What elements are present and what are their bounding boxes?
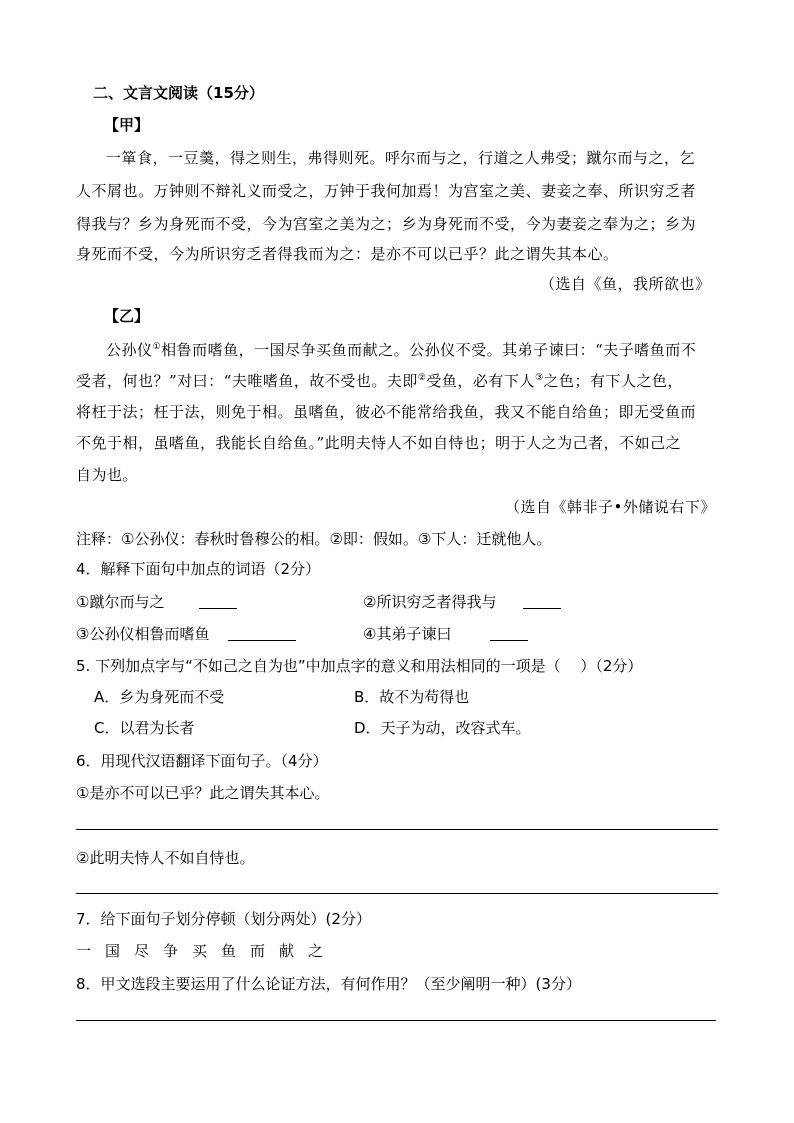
annotation-notes: 注释：①公孙仪：春秋时鲁穆公的相。②即：假如。③下人：迁就他人。 — [76, 530, 552, 548]
answer-line[interactable] — [76, 1020, 716, 1021]
text-span: 受鱼，必有下人 — [426, 372, 535, 390]
question-5-title: 5. 下列加点字与“不如己之自为也”中加点字的意义和用法相同的一项是（ ）（2分） — [76, 657, 643, 675]
passage-yi-line: 不免于相，虽嗜鱼，我能长自给鱼。”此明夫恃人不如自恃也；明于人之为己者，不如己之 — [76, 434, 682, 452]
question-4-item-text: ③公孙仪相鲁而嗜鱼 — [76, 625, 210, 643]
question-4-item-text: ①蹴尔而与之 — [76, 593, 165, 611]
answer-blank[interactable] — [490, 626, 528, 641]
passage-jia-line: 得我与？乡为身死而不受，今为宫室之美为之；乡为身死而不受，今为妻妾之奉为之；乡为 — [76, 215, 697, 233]
passage-jia-line: 人不屑也。万钟则不辩礼义而受之，万钟于我何加焉！为宫室之美、妻妾之奉、所识穷乏者 — [76, 182, 697, 200]
passage-yi-line — [106, 339, 696, 360]
answer-blank[interactable] — [228, 626, 296, 641]
answer-line[interactable] — [76, 829, 718, 830]
question-4-item-text: ④其弟子谏曰 — [363, 625, 452, 643]
question-6-title: 6．用现代汉语翻译下面句子。（4分） — [76, 752, 328, 770]
question-6-item: ②此明夫恃人不如自恃也。 — [76, 849, 255, 867]
question-4-item — [363, 591, 561, 612]
passage-jia-source: （选自《鱼，我所欲也》 — [540, 275, 711, 293]
passage-jia-label: 【甲】 — [104, 116, 150, 134]
question-5-option-a[interactable]: A．乡为身死而不受 — [94, 688, 225, 706]
text-span: 之色；有下人之色， — [543, 372, 684, 390]
question-7-title: 7．给下面句子划分停顿（划分两处）(2分） — [76, 910, 371, 928]
answer-blank[interactable] — [523, 594, 561, 609]
question-4-item — [363, 623, 528, 644]
question-5-option-d[interactable]: D．天子为动，改容式车。 — [354, 719, 531, 737]
question-6-item: ①是亦不可以已乎？此之谓失其本心。 — [76, 784, 330, 802]
question-8-title: 8．甲文选段主要运用了什么论证方法，有何作用？（至少阐明一种）(3分） — [76, 975, 581, 993]
passage-yi-label: 【乙】 — [104, 307, 150, 325]
question-4-title: 4．解释下面句中加点的词语（2分） — [76, 560, 321, 578]
answer-line[interactable] — [76, 893, 718, 894]
question-5-option-c[interactable]: C．以君为长者 — [94, 719, 195, 737]
passage-yi-line — [76, 370, 683, 391]
question-4-item — [76, 623, 296, 644]
text-span: 公孙仪 — [106, 341, 153, 359]
passage-yi-source: （选自《韩非子•外储说右下》 — [505, 498, 716, 516]
question-4-item — [76, 591, 237, 612]
passage-yi-line: 将枉于法；枉于法，则免于相。虽嗜鱼，彼必不能常给我鱼，我又不能自给鱼；即无受鱼而 — [76, 403, 697, 421]
passage-yi-line: 自为也。 — [76, 466, 139, 484]
note-marker: ③ — [534, 373, 544, 383]
text-span: 受者，何也？”对曰：“夫唯嗜鱼，故不受也。夫即 — [76, 372, 418, 390]
section-title: 二、文言文阅读（15分） — [93, 84, 264, 102]
note-marker: ① — [152, 342, 162, 352]
passage-jia-line: 一箪食，一豆羹，得之则生，弗得则死。呼尔而与之，行道之人弗受；蹴尔而与之，乞 — [106, 149, 696, 167]
note-marker: ② — [417, 373, 427, 383]
passage-jia-line: 身死而不受，今为所识穷乏者得我而为之：是亦不可以已乎？此之谓失其本心。 — [76, 245, 619, 263]
answer-blank[interactable] — [199, 594, 237, 609]
text-span: 相鲁而嗜鱼，一国尽争买鱼而献之。公孙仪不受。其弟子谏曰：“夫子嗜鱼而不 — [161, 341, 697, 359]
question-7-sentence[interactable]: 一国尽争买鱼而献之 — [76, 942, 338, 960]
question-5-option-b[interactable]: B．故不为苟得也 — [354, 688, 470, 706]
question-4-item-text: ②所识穷乏者得我与 — [363, 593, 497, 611]
